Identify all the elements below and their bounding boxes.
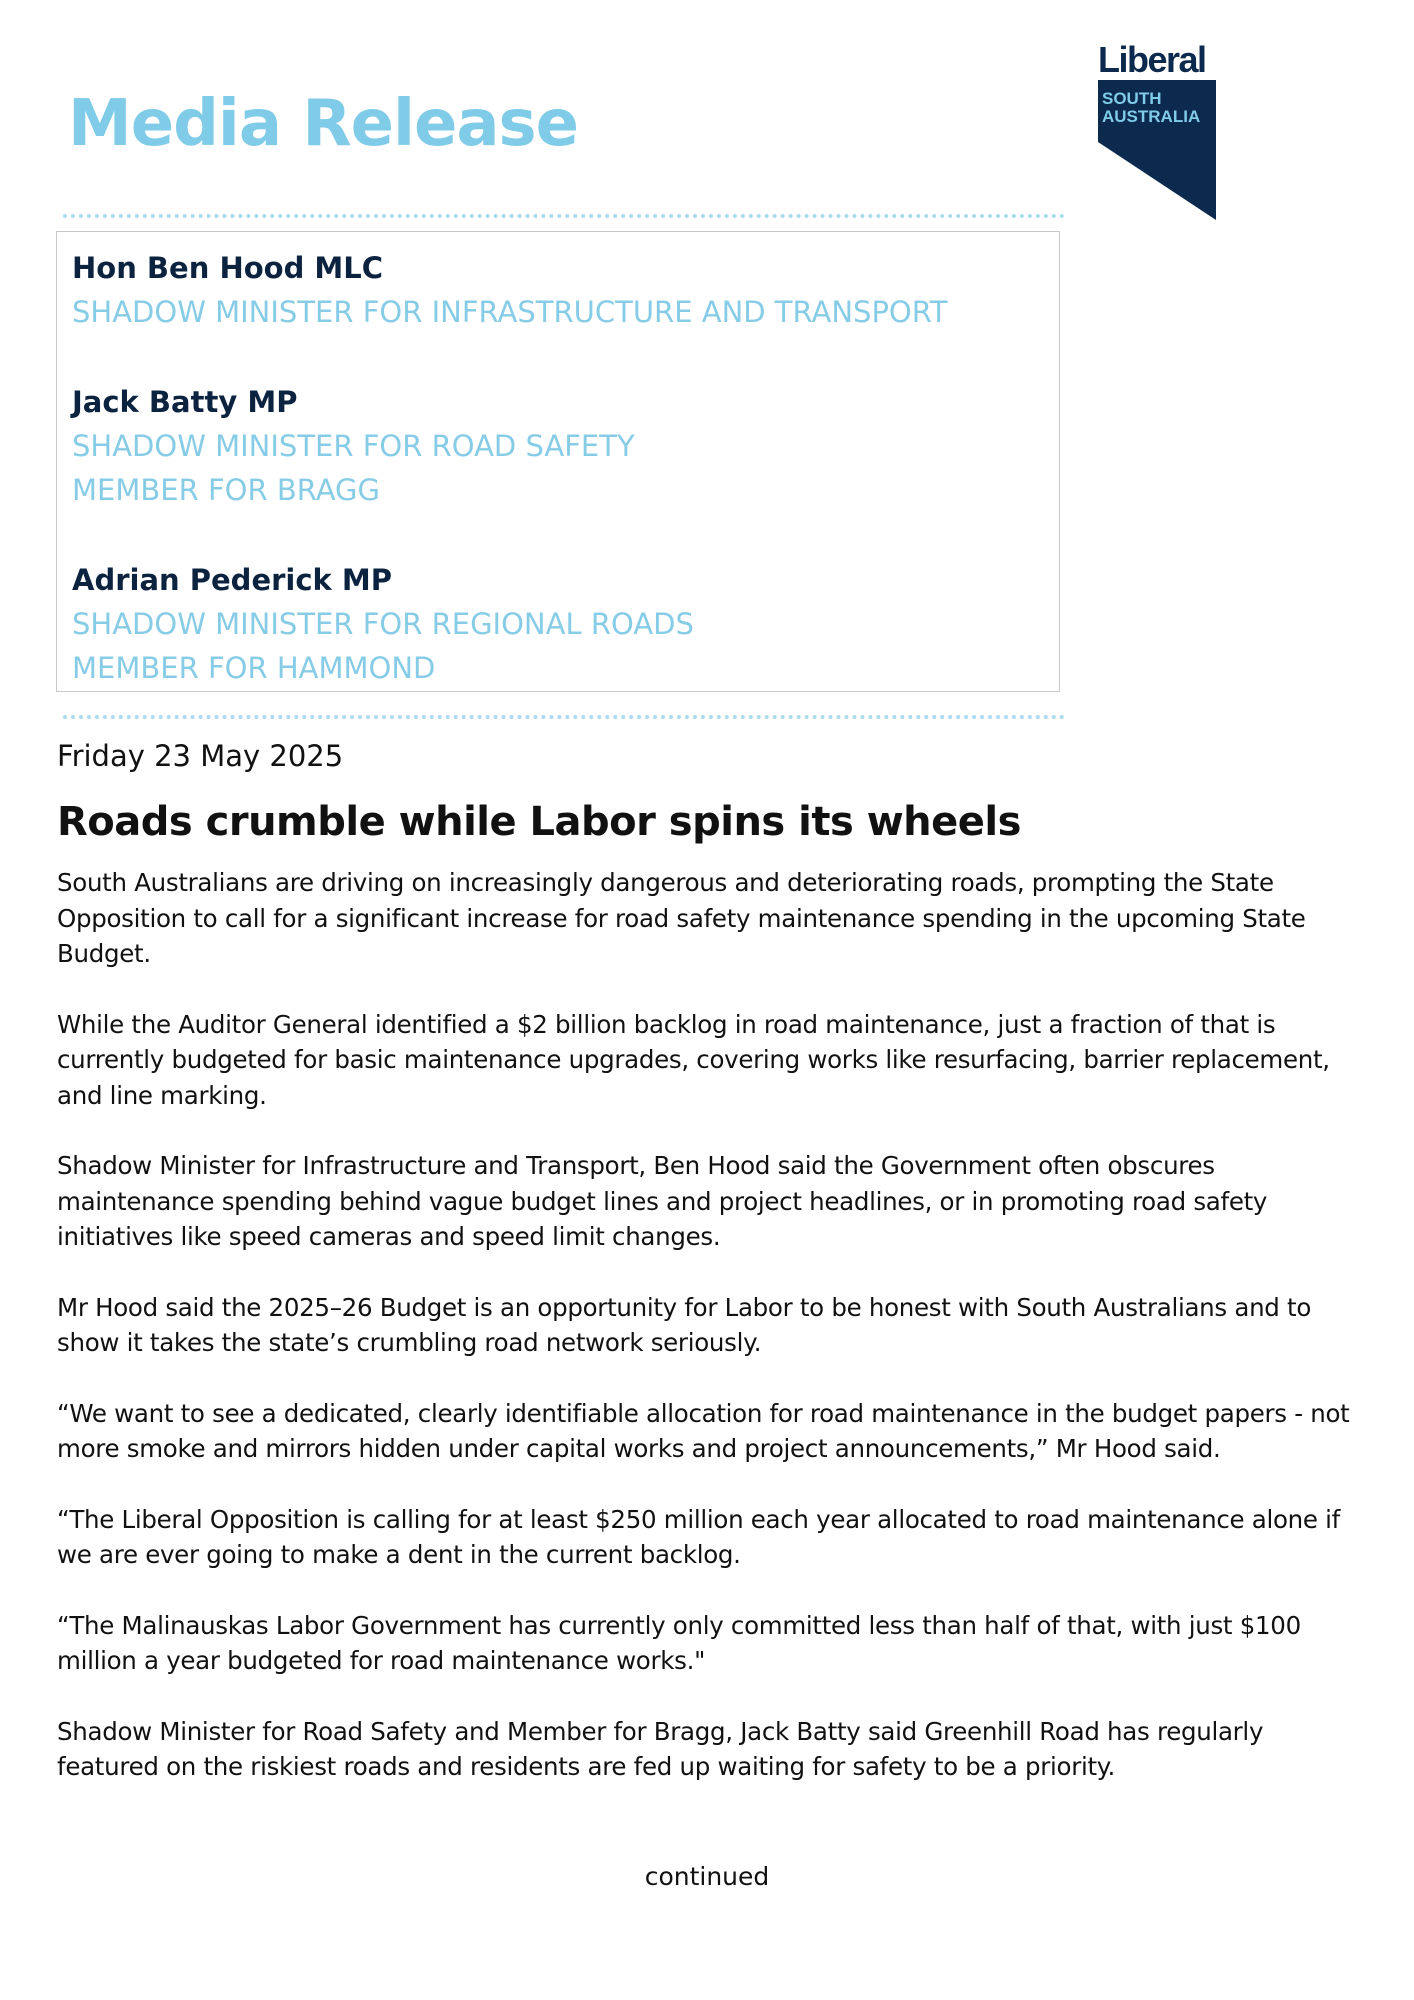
release-date: Friday 23 May 2025 — [57, 739, 344, 773]
logo-sub-line-1: SOUTH — [1102, 89, 1162, 108]
paragraph: While the Auditor General identified a $2 billion backlog in road maintenance, just a fraction of that is currently budgeted for basic maintenance upgrades, covering works like resurfacing, barrier replacement, and line marking. — [57, 1009, 1330, 1110]
minister-role: SHADOW MINISTER FOR ROAD SAFETY — [72, 429, 635, 463]
minister-name: Hon Ben Hood MLC — [72, 251, 384, 285]
paragraph: “The Malinauskas Labor Government has currently only committed less than half of that, with just $100 million a year budgeted for road maintenance works." — [57, 1610, 1301, 1675]
article-body — [57, 865, 1367, 1820]
minister-role: SHADOW MINISTER FOR REGIONAL ROADS — [72, 607, 694, 641]
dotted-divider-bottom — [63, 715, 1065, 719]
minister-electorate: MEMBER FOR BRAGG — [72, 473, 380, 507]
liberal-sa-logo — [1098, 39, 1218, 220]
minister-name: Jack Batty MP — [72, 385, 298, 419]
paragraph: South Australians are driving on increasingly dangerous and deteriorating roads, prompting the State Opposition to call for a significant increase for road safety maintenance spending in the upcoming State Budget. — [57, 868, 1306, 968]
minister-block-pederick — [72, 558, 694, 690]
minister-block-hood — [72, 246, 948, 334]
paragraph: Shadow Minister for Road Safety and Member for Bragg, Jack Batty said Greenhill Road has regularly featured on the riskiest roads and residents are fed up waiting for safety to be a priority. — [57, 1716, 1264, 1781]
minister-electorate: MEMBER FOR HAMMOND — [72, 651, 436, 685]
paragraph: Shadow Minister for Infrastructure and Transport, Ben Hood said the Government often obscures maintenance spending behind vague budget lines and project headlines, or in promoting road safety initiatives like speed cameras and speed limit changes. — [57, 1151, 1268, 1251]
paragraph: “We want to see a dedicated, clearly identifiable allocation for road maintenance in the budget papers - not more smoke and mirrors hidden under capital works and project announcements,” Mr Hood said. — [57, 1398, 1350, 1463]
ministers-box — [56, 231, 1060, 692]
minister-role: SHADOW MINISTER FOR INFRASTRUCTURE AND TRANSPORT — [72, 295, 948, 329]
dotted-divider-top — [63, 214, 1065, 218]
continued-label: continued — [644, 1862, 770, 1891]
minister-name: Adrian Pederick MP — [72, 563, 393, 597]
minister-block-batty — [72, 380, 635, 512]
paragraph: Mr Hood said the 2025–26 Budget is an opportunity for Labor to be honest with South Australians and to show it takes the state’s crumbling road network seriously. — [57, 1292, 1312, 1357]
paragraph: “The Liberal Opposition is calling for at least $250 million each year allocated to road maintenance alone if we are ever going to make a dent in the current backlog. — [57, 1504, 1341, 1569]
logo-sub-line-2: AUSTRALIA — [1102, 107, 1201, 126]
logo-wordmark: Liberal — [1098, 39, 1206, 80]
headline: Roads crumble while Labor spins its wheels — [57, 799, 1021, 845]
media-release-title: Media Release — [68, 87, 579, 161]
